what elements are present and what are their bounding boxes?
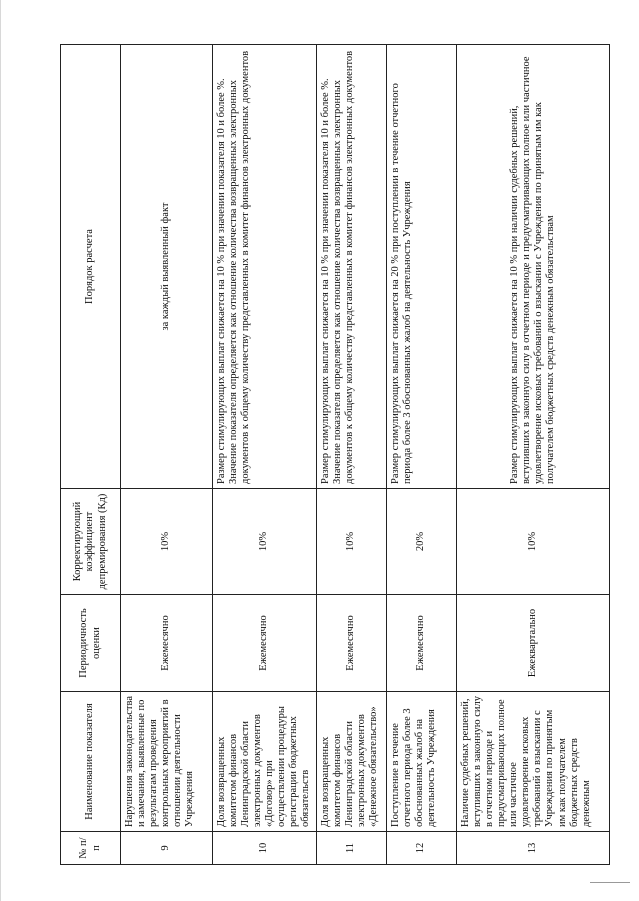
row-num: 9 <box>121 832 213 865</box>
table-row <box>317 45 387 865</box>
row-calc: Размер стимулирующих выплат снижается на 10 % при наличии судебных решений, вступивших в законную силу в отчетном периоде и предусматривающих полное или частичное удовлетворение исковых требований о взыскании с Учреждения по принятым им как получателем бюджетных средств денежным обязательствам <box>457 45 610 489</box>
row-num: 13 <box>457 832 610 865</box>
row-period: Ежемесячно <box>213 595 317 692</box>
row-calc: Размер стимулирующих выплат снижается на 20 % при поступлении в течение отчетного периода более 3 обоснованных жалоб на деятельность Учреждения <box>387 45 457 489</box>
table-row <box>213 45 317 865</box>
row-num: 11 <box>317 832 387 865</box>
row-num: 12 <box>387 832 457 865</box>
row-name: Наличие судебных решений, вступивших в законную силу в отчетном периоде и предусматривающих полное или частичное удовлетворение исковых требований о взыскании с Учреждения по принятым им как получателем бюджетных средств денежным <box>457 692 610 832</box>
header-num: № п/п <box>61 832 121 865</box>
row-coef: 10% <box>457 489 610 595</box>
row-calc: за каждый выявленный факт <box>121 45 213 489</box>
row-coef: 10% <box>317 489 387 595</box>
table-row <box>121 45 213 865</box>
table-row <box>387 45 457 865</box>
header-calc: Порядок расчета <box>61 45 121 489</box>
row-period: Ежемесячно <box>317 595 387 692</box>
indicators-table <box>60 44 610 865</box>
row-name: Доля возвращенных комитетом финансов Ленинградской области электронных документов «Денежное обязательство» <box>317 692 387 832</box>
row-name: Поступление в течение отчетного периода более 3 обоснованных жалоб на деятельность Учреждения <box>387 692 457 832</box>
bottom-rule <box>590 882 630 883</box>
table-header-row <box>61 45 121 865</box>
header-name: Наименование показателя <box>61 692 121 832</box>
row-name: Нарушения законодательства и замечания, выявленные по результатам проведения контрольных мероприятий в отношении деятельности Учреждения <box>121 692 213 832</box>
row-period: Ежеквартально <box>457 595 610 692</box>
header-period: Периодичность оценки <box>61 595 121 692</box>
row-calc: Размер стимулирующих выплат снижается на 10 % при значении показателя 10 и более %. Значение показателя определяется как отношение количества возвращенных электронных документов к общему количеству представленных в комитет финансов электронных документов <box>317 45 387 489</box>
row-calc: Размер стимулирующих выплат снижается на 10 % при значении показателя 10 и более %. Значение показателя определяется как отношение количества возвращенных электронных документов к общему количеству представленных в комитет финансов электронных документов <box>213 45 317 489</box>
row-period: Ежемесячно <box>121 595 213 692</box>
row-num: 10 <box>213 832 317 865</box>
header-coef: Корректирующий коэффициент депремирования (Кд) <box>61 489 121 595</box>
row-name: Доля возвращенных комитетом финансов Ленинградской области электронных документов «Договор» при осуществлении процедуры регистрации бюджетных обязательств <box>213 692 317 832</box>
row-coef: 10% <box>213 489 317 595</box>
row-period: Ежемесячно <box>387 595 457 692</box>
row-coef: 10% <box>121 489 213 595</box>
table-row <box>457 45 610 865</box>
rotated-table-wrapper <box>60 45 609 865</box>
row-coef: 20% <box>387 489 457 595</box>
